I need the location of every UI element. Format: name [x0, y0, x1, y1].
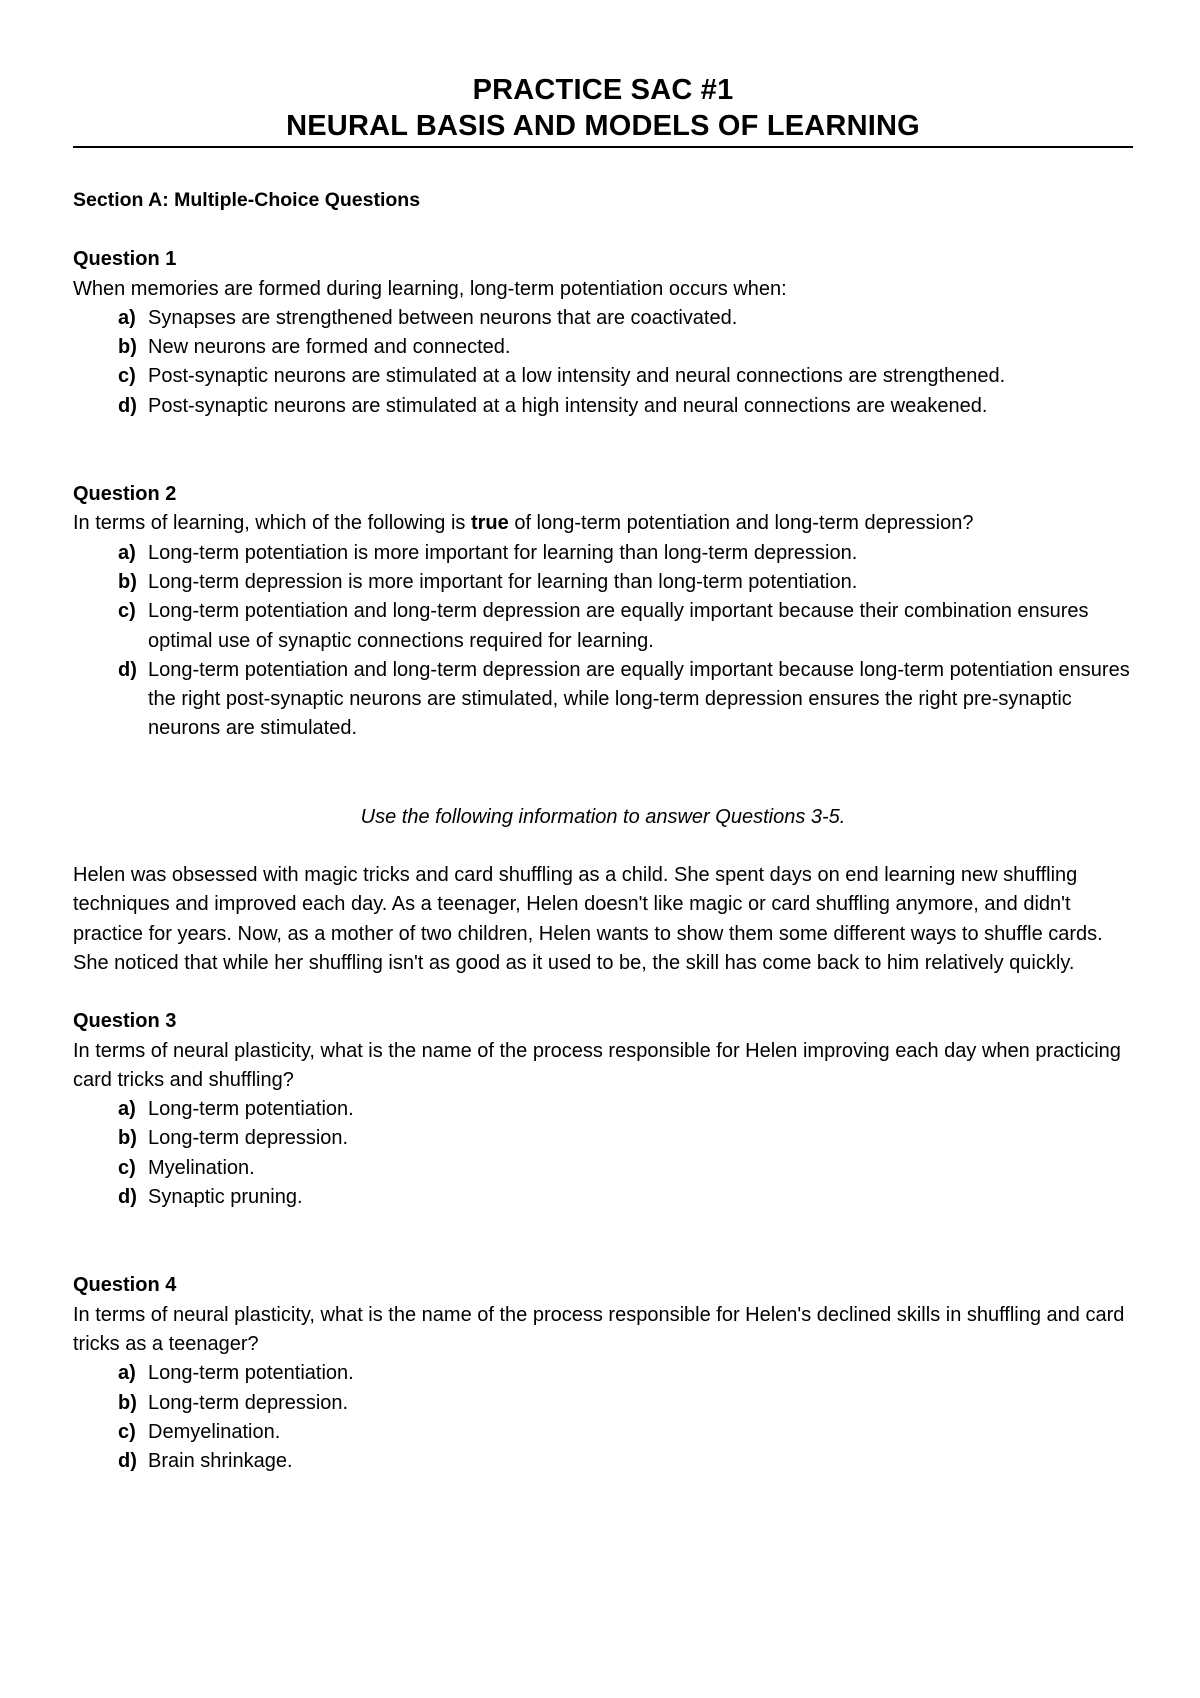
option-item — [73, 568, 1133, 597]
option-text: Long-term depression is more important for learning than long-term potentiation. — [148, 570, 858, 593]
stem-text: In terms of learning, which of the following is — [73, 512, 471, 535]
option-text: Synapses are strengthened between neurons that are coactivated. — [148, 306, 738, 329]
option-list — [73, 1359, 1133, 1476]
option-item — [73, 1389, 1133, 1418]
question-title: Question 4 — [73, 1274, 177, 1297]
option-letter: b) — [118, 1127, 137, 1150]
question-stem: When memories are formed during learning, long-term potentiation occurs when: — [73, 277, 787, 300]
option-letter: d) — [118, 658, 137, 681]
option-text: Post-synaptic neurons are stimulated at a low intensity and neural connections are strengthened. — [148, 365, 1006, 388]
option-item — [73, 1124, 1133, 1153]
option-letter: a) — [118, 1362, 136, 1385]
title-block — [73, 72, 1133, 148]
option-item — [73, 362, 1133, 391]
option-letter: d) — [118, 394, 137, 417]
info-intro: Use the following information to answer Questions 3-5. — [360, 805, 846, 828]
option-letter: b) — [118, 1391, 137, 1414]
option-letter: d) — [118, 1186, 137, 1209]
option-letter: d) — [118, 1450, 137, 1473]
question-title: Question 1 — [73, 248, 177, 271]
option-text: Brain shrinkage. — [148, 1450, 293, 1473]
option-text: Myelination. — [148, 1156, 255, 1179]
option-item — [73, 304, 1133, 333]
option-letter: a) — [118, 541, 136, 564]
question-title: Question 2 — [73, 483, 177, 506]
info-passage: Helen was obsessed with magic tricks and card shuffling as a child. She spent days on end learning new shuffling techniques and improved each day. As a teenager, Helen doesn't like magic or card shuffling anymore, and didn't practice for years. Now, as a mother of two children, Helen wants to show them some different ways to shuffle cards. She noticed that while her shuffling isn't as good as it used to be, the skill has come back to him relatively quickly. — [73, 864, 1103, 974]
option-letter: c) — [118, 1420, 136, 1443]
option-text: Long-term potentiation. — [148, 1362, 354, 1385]
option-letter: a) — [118, 306, 136, 329]
option-item — [73, 1095, 1133, 1124]
option-text: Demyelination. — [148, 1420, 281, 1443]
question-title: Question 3 — [73, 1010, 177, 1033]
stem-emphasis: true — [470, 512, 509, 535]
option-item — [73, 1447, 1133, 1476]
option-item — [73, 1183, 1133, 1212]
option-letter: c) — [118, 1156, 136, 1179]
question-4 — [73, 1271, 1133, 1476]
option-list — [73, 539, 1133, 744]
option-text: Post-synaptic neurons are stimulated at a high intensity and neural connections are weakened. — [148, 394, 988, 417]
page-subtitle: NEURAL BASIS AND MODELS OF LEARNING — [286, 110, 920, 142]
option-item — [73, 1418, 1133, 1447]
option-text: New neurons are formed and connected. — [148, 336, 511, 359]
option-letter: c) — [118, 600, 136, 623]
question-stem — [73, 509, 1133, 538]
option-item — [73, 656, 1133, 744]
question-stem: In terms of neural plasticity, what is the name of the process responsible for Helen improving each day when practicing card tricks and shuffling? — [73, 1039, 1121, 1091]
option-item — [73, 333, 1133, 362]
question-3 — [73, 1007, 1133, 1212]
option-text: Synaptic pruning. — [148, 1186, 303, 1209]
stem-text: of long-term potentiation and long-term depression? — [508, 512, 974, 535]
question-stem: In terms of neural plasticity, what is the name of the process responsible for Helen's declined skills in shuffling and card tricks as a teenager? — [73, 1303, 1125, 1355]
option-item — [73, 539, 1133, 568]
option-item — [73, 1359, 1133, 1388]
question-2 — [73, 480, 1133, 744]
option-item — [73, 1154, 1133, 1183]
option-text: Long-term depression. — [148, 1127, 349, 1150]
page-title: PRACTICE SAC #1 — [472, 74, 734, 106]
option-text: Long-term depression. — [148, 1391, 349, 1414]
option-item — [73, 392, 1133, 421]
option-text: Long-term potentiation and long-term depression are equally important because their combination ensures optimal use of synaptic connections required for learning. — [148, 600, 1089, 652]
option-list — [73, 1095, 1133, 1212]
document-body — [73, 186, 1133, 1476]
question-1 — [73, 245, 1133, 421]
option-text: Long-term potentiation is more important for learning than long-term depression. — [148, 541, 858, 564]
option-letter: c) — [118, 365, 136, 388]
option-list — [73, 304, 1133, 421]
option-text: Long-term potentiation and long-term depression are equally important because long-term potentiation ensures the right post-synaptic neurons are stimulated, while long-term depression ensures the right pre-synaptic neurons are stimulated. — [148, 658, 1130, 740]
option-letter: b) — [118, 336, 137, 359]
option-text: Long-term potentiation. — [148, 1098, 354, 1121]
option-letter: b) — [118, 570, 137, 593]
option-item — [73, 597, 1133, 656]
option-letter: a) — [118, 1098, 136, 1121]
section-heading: Section A: Multiple-Choice Questions — [73, 189, 421, 211]
